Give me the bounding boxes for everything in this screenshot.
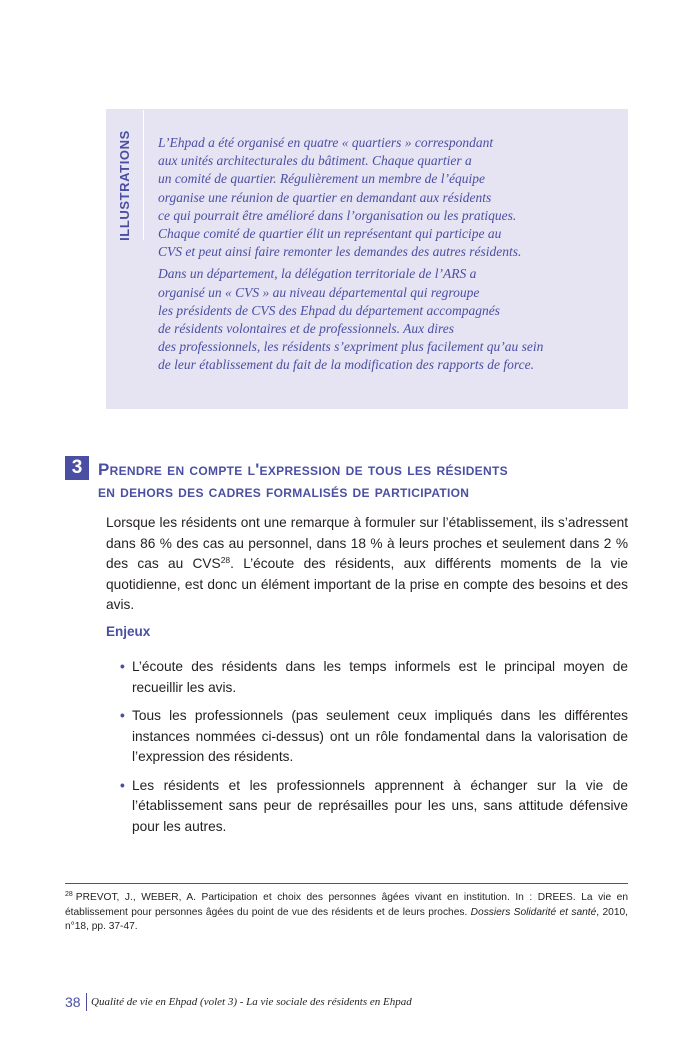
- list-item-text: Les résidents et les professionnels apprennent à échanger sur la vie de l’établissement sans peur de représailles pour les uns, sans attitude défensive pour les autres.: [132, 777, 628, 834]
- list-item: [120, 776, 628, 838]
- section-title: [98, 459, 638, 503]
- illustrations-text: [158, 134, 620, 375]
- footnote-journal: Dossiers Solidarité et santé: [470, 906, 597, 918]
- footnote-text-start: PREVOT, J., WEBER, A. Participation et choix des personnes âgées vivant en institution. In : DREES. La vie en établissement pour personnes âgées du point de vue des résidents et de leurs proches.: [65, 892, 628, 918]
- list-item-text: Tous les professionnels (pas seulement ceux impliqués dans les différentes instances nommées ci-dessus) ont un rôle fondamental dans la valorisation de l’expression des résidents.: [132, 708, 628, 764]
- footnote-text-end: , 2010, n°18, pp. 37-47.: [65, 906, 628, 932]
- body-paragraph: [106, 513, 628, 616]
- footnote-reference[interactable]: 28: [220, 555, 231, 565]
- body-text-start: Lorsque les résidents ont une remarque à formuler sur l’établissement, ils s’adressent dans 86 % des cas au personnel, dans 18 % à leurs proches et seulement dans 2 % des cas au CVS: [106, 515, 628, 571]
- list-item: [120, 706, 628, 768]
- enjeux-list: [120, 657, 628, 845]
- body-text-end: . L’écoute des résidents, aux différents moments de la vie quotidienne, est donc un élément important de la prise en compte des besoins et des avis.: [106, 556, 628, 612]
- section-title-line-2: en dehors des cadres formalisés de participation: [98, 483, 470, 501]
- page-number: 38: [65, 994, 81, 1010]
- footnote-mark: 28: [65, 891, 73, 898]
- footnote: [65, 891, 628, 935]
- section-title-line-1: Prendre en compte l'expression de tous les résidents: [98, 460, 508, 479]
- list-item-text: L’écoute des résidents dans les temps informels est le principal moyen de recueillir les avis.: [132, 659, 628, 695]
- illustrations-label-text: ILLUSTRATIONS: [116, 129, 132, 241]
- illustration-paragraph-1: L’Ehpad a été organisé en quatre « quartiers » correspondant aux unités architecturales du bâtiment. Chaque quartier a un comité de quartier. Régulièrement un membre de l’équipe organise une réunion de quartier en demandant aux résidents ce qui pourrait être amélioré dans l’organisation ou les pratiques. Chaque comité de quartier élit un représentant qui participe au CVS et peut ainsi faire remonter les demandes des autres résidents.: [158, 135, 522, 260]
- section-number-badge: 3: [65, 456, 89, 480]
- illustrations-divider: [143, 110, 144, 240]
- illustrations-label: [113, 129, 135, 241]
- enjeux-heading: Enjeux: [106, 624, 151, 639]
- running-title: Qualité de vie en Ehpad (volet 3) - La vie sociale des résidents en Ehpad: [91, 996, 412, 1008]
- footnote-divider: [65, 883, 628, 884]
- bullet-icon: •: [120, 708, 125, 723]
- list-item: [120, 657, 628, 698]
- bullet-icon: •: [120, 777, 125, 793]
- illustration-paragraph-2: Dans un département, la délégation territoriale de l’ARS a organisé un « CVS » au niveau départemental qui regroupe les présidents de CVS des Ehpad du département accompagnés de résidents volontaires et de professionnels. Aux dires des professionnels, les résidents s’expriment plus facilement qu’au sein de leur établissement du fait de la modification des rapports de force.: [158, 266, 544, 373]
- bullet-icon: •: [120, 659, 125, 674]
- footer-divider: [86, 993, 87, 1011]
